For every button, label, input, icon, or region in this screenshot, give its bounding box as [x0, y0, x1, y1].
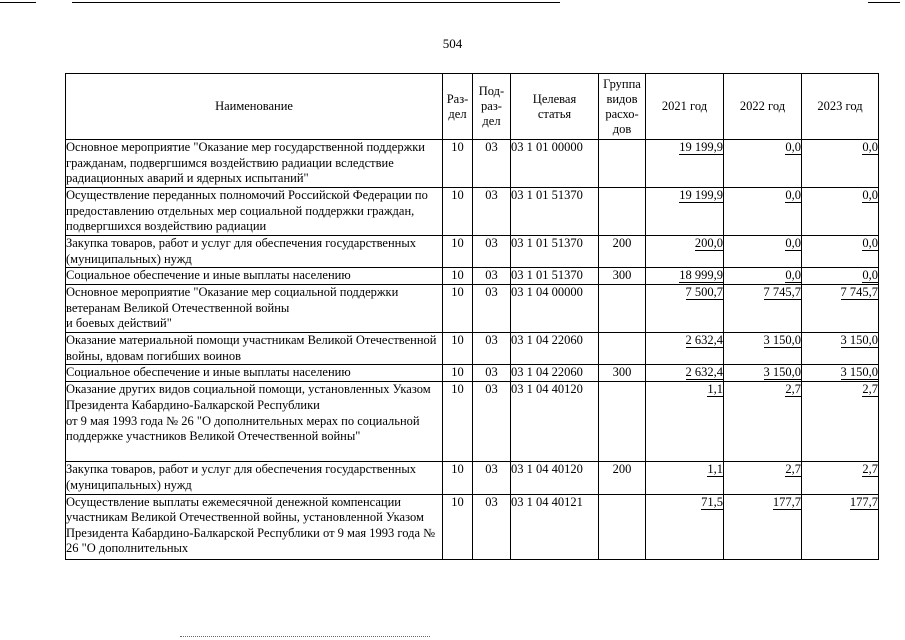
row-2022: 2,7 [785, 382, 801, 397]
row-subsection: 03 [473, 494, 511, 559]
row-2022: 0,0 [785, 268, 801, 283]
header-target: Целевая статья [511, 74, 599, 140]
row-name: Оказание материальной помощи участникам Великой Отечественной войны, вдовам погибших воинов [66, 333, 443, 365]
table-header-row [66, 74, 879, 140]
top-rule-center [72, 2, 560, 3]
bottom-rule [180, 636, 430, 637]
row-subsection: 03 [473, 188, 511, 236]
table-row [66, 236, 879, 268]
row-2021: 19 199,9 [679, 140, 723, 154]
row-2023: 0,0 [862, 140, 878, 154]
row-2022: 0,0 [785, 188, 801, 202]
row-2021: 2 632,4 [685, 365, 723, 380]
row-target: 03 1 04 40120 [511, 462, 599, 494]
table-row [66, 494, 879, 559]
row-group [599, 188, 646, 236]
row-2021: 71,5 [701, 494, 723, 509]
row-name: Социальное обеспечение и иные выплаты населению [66, 365, 443, 382]
row-subsection: 03 [473, 365, 511, 382]
row-subsection: 03 [473, 462, 511, 494]
header-subsection: Под- раз- дел [473, 74, 511, 140]
row-section: 10 [443, 188, 473, 236]
top-rule-left [0, 2, 36, 3]
header-name: Наименование [66, 74, 443, 140]
row-target: 03 1 04 00000 [511, 285, 599, 333]
row-section: 10 [443, 140, 473, 188]
row-subsection: 03 [473, 333, 511, 365]
row-target: 03 1 01 51370 [511, 236, 599, 268]
row-section: 10 [443, 494, 473, 559]
table-row [66, 285, 879, 333]
row-group: 200 [599, 462, 646, 494]
header-2021: 2021 год [646, 74, 724, 140]
row-2022: 177,7 [772, 494, 801, 509]
row-2022: 0,0 [785, 140, 801, 154]
row-target: 03 1 04 40121 [511, 494, 599, 559]
row-section: 10 [443, 382, 473, 462]
row-group [599, 494, 646, 559]
row-group [599, 285, 646, 333]
row-2021: 1,1 [707, 462, 723, 477]
row-section: 10 [443, 268, 473, 285]
row-2022: 0,0 [785, 236, 801, 250]
row-subsection: 03 [473, 268, 511, 285]
row-name: Закупка товаров, работ и услуг для обеспечения государственных (муниципальных) нужд [66, 236, 443, 268]
row-2023: 0,0 [862, 268, 878, 283]
row-2023: 2,7 [862, 462, 878, 477]
table-row [66, 462, 879, 494]
budget-table [65, 73, 879, 560]
row-group: 300 [599, 365, 646, 382]
row-group [599, 333, 646, 365]
row-2023: 0,0 [862, 236, 878, 250]
top-rule-right [868, 2, 900, 3]
row-2023: 3 150,0 [840, 365, 878, 380]
row-target: 03 1 01 00000 [511, 140, 599, 188]
header-2022: 2022 год [724, 74, 802, 140]
row-subsection: 03 [473, 140, 511, 188]
row-group [599, 382, 646, 462]
table-row [66, 333, 879, 365]
row-2021: 7 500,7 [685, 285, 723, 300]
row-name: Осуществление выплаты ежемесячной денежной компенсации участникам Великой Отечественной войны, установленной Указом Президента Кабардино-Балкарской Республики от 9 мая 1993 года № 26 "О дополнительных [66, 494, 443, 559]
row-2021: 200,0 [694, 236, 723, 250]
table-row [66, 365, 879, 382]
row-2021: 2 632,4 [685, 333, 723, 348]
row-name: Закупка товаров, работ и услуг для обеспечения государственных (муниципальных) нужд [66, 462, 443, 494]
table-row [66, 268, 879, 285]
row-group: 200 [599, 236, 646, 268]
row-target: 03 1 04 22060 [511, 365, 599, 382]
page-number: 504 [442, 36, 463, 51]
header-section: Раз- дел [443, 74, 473, 140]
row-subsection: 03 [473, 236, 511, 268]
row-section: 10 [443, 236, 473, 268]
row-2023: 7 745,7 [840, 285, 878, 300]
row-section: 10 [443, 462, 473, 494]
row-name: Основное мероприятие "Оказание мер государственной поддержки гражданам, подвергшимся воздействию радиации вследствие радиационных аварий и ядерных испытаний" [66, 140, 443, 188]
row-group [599, 140, 646, 188]
row-section: 10 [443, 333, 473, 365]
row-target: 03 1 01 51370 [511, 268, 599, 285]
row-target: 03 1 04 22060 [511, 333, 599, 365]
table-row [66, 188, 879, 236]
row-2022: 3 150,0 [763, 365, 801, 380]
row-section: 10 [443, 365, 473, 382]
row-name: Социальное обеспечение и иные выплаты населению [66, 268, 443, 285]
row-2022: 7 745,7 [763, 285, 801, 300]
row-2023: 177,7 [849, 494, 878, 509]
row-2022: 2,7 [785, 462, 801, 477]
row-name: Осуществление переданных полномочий Российской Федерации по предоставлению отдельных мер социальной поддержки граждан, подвергшихся воздействию радиации [66, 188, 443, 236]
row-2023: 2,7 [862, 382, 878, 397]
row-subsection: 03 [473, 285, 511, 333]
row-2021: 18 999,9 [679, 268, 723, 283]
row-target: 03 1 01 51370 [511, 188, 599, 236]
row-subsection: 03 [473, 382, 511, 462]
row-target: 03 1 04 40120 [511, 382, 599, 462]
row-2023: 3 150,0 [840, 333, 878, 348]
row-group: 300 [599, 268, 646, 285]
table-row [66, 382, 879, 462]
header-group: Группа видов расхо- дов [599, 74, 646, 140]
row-name: Оказание других видов социальной помощи, установленных Указом Президента Кабардино-Балкарской Республики от 9 мая 1993 года № 26 "О дополнительных мерах по социальной поддержке участников Великой Отечественной войны" [66, 382, 443, 462]
row-2021: 1,1 [707, 382, 723, 397]
row-name: Основное мероприятие "Оказание мер социальной поддержки ветеранам Великой Отечественной войны и боевых действий" [66, 285, 443, 333]
header-2023: 2023 год [802, 74, 879, 140]
table-row [66, 140, 879, 188]
row-2022: 3 150,0 [763, 333, 801, 348]
row-2021: 19 199,9 [679, 188, 723, 202]
row-2023: 0,0 [862, 188, 878, 202]
row-section: 10 [443, 285, 473, 333]
